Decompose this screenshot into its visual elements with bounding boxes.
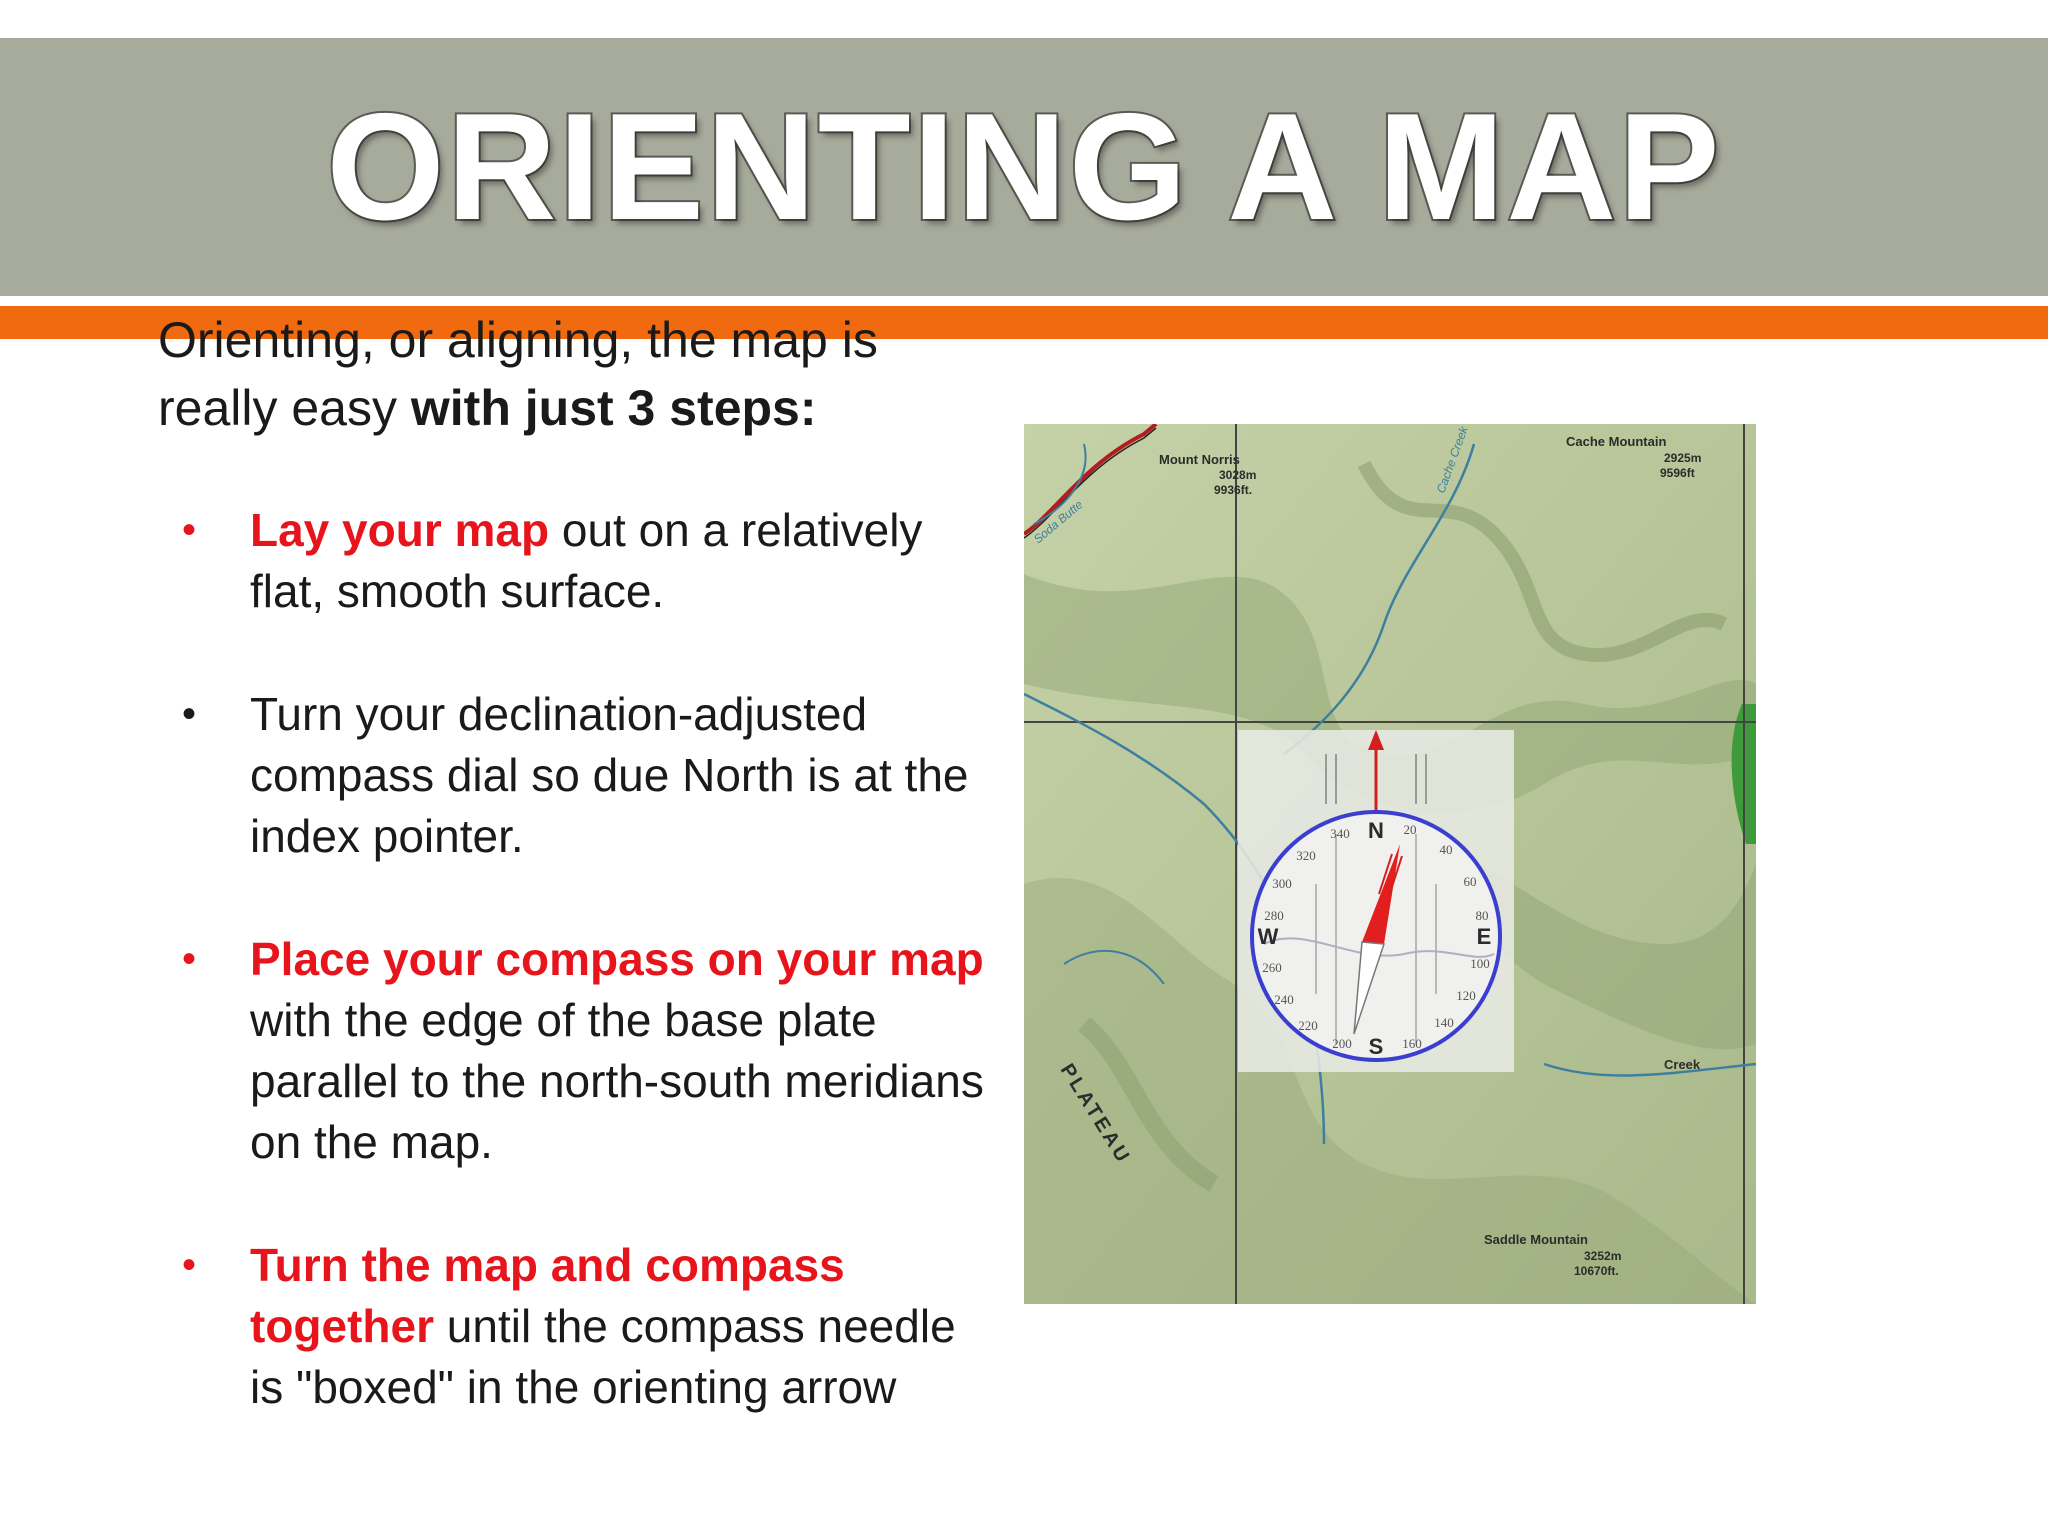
creek-label: Creek [1664, 1057, 1701, 1072]
slide-title: ORIENTING A MAP [326, 81, 1722, 252]
mount-norris-label: Mount Norris [1159, 452, 1240, 467]
deg-label: 300 [1272, 876, 1292, 891]
deg-label: 20 [1403, 822, 1417, 837]
deg-label: 320 [1296, 848, 1316, 863]
deg-label: 260 [1262, 960, 1282, 975]
cache-mountain-elev-ft: 9596ft [1660, 466, 1695, 480]
step-item [158, 500, 998, 622]
step-text: until the compass needle is "boxed" in the orienting arrow [250, 1300, 956, 1413]
saddle-mountain-label: Saddle Mountain [1484, 1232, 1588, 1247]
intro-text: Orienting, or aligning, the map is really easy [158, 312, 878, 436]
step-text: Turn your declination-adjusted compass dial so due North is at the index pointer. [250, 688, 969, 862]
compass-w-label: W [1257, 924, 1279, 949]
plateau-label: PLATEAU [1055, 1059, 1135, 1169]
deg-label: 280 [1264, 908, 1284, 923]
deg-label: 40 [1439, 842, 1453, 857]
compass-n-label: N [1368, 818, 1384, 843]
saddle-mountain-elev-ft: 10670ft. [1574, 1264, 1619, 1278]
step-highlight: Lay your map [250, 504, 550, 556]
deg-label: 120 [1456, 988, 1476, 1003]
map-svg [1024, 424, 1756, 1304]
steps-list [158, 500, 998, 1418]
deg-label: 80 [1475, 908, 1489, 923]
step-text: out on a relatively flat, smooth surface. [250, 504, 923, 617]
saddle-mountain-elev-m: 3252m [1584, 1249, 1622, 1263]
deg-label: 240 [1274, 992, 1294, 1007]
mount-norris-elev-m: 3028m [1219, 468, 1257, 482]
bullet-icon: • [182, 508, 197, 552]
bullet-icon: • [182, 692, 197, 736]
mount-norris-elev-ft: 9936ft. [1214, 483, 1253, 497]
step-text: with the edge of the base plate parallel to the north-south meridians on the map. [250, 994, 984, 1168]
step-item [158, 684, 998, 867]
cache-mountain-elev-m: 2925m [1664, 451, 1702, 465]
cache-mountain-label: Cache Mountain [1566, 434, 1667, 449]
step-highlight: Turn the map and compass together [250, 1239, 845, 1352]
bullet-icon: • [182, 937, 197, 981]
deg-label: 160 [1402, 1036, 1422, 1051]
intro-paragraph [158, 306, 998, 442]
deg-label: 200 [1332, 1036, 1352, 1051]
intro-bold: with just 3 steps: [410, 380, 817, 436]
compass-s-label: S [1368, 1034, 1384, 1059]
slide-content [158, 306, 998, 1480]
accent-divider [0, 296, 2048, 306]
deg-label: 60 [1463, 874, 1477, 889]
step-item [158, 929, 998, 1173]
cache-creek-label: Cache Creek [1433, 424, 1471, 496]
compass [1238, 730, 1514, 1072]
step-item [158, 1235, 998, 1418]
bullet-icon: • [182, 1243, 197, 1287]
deg-label: 340 [1330, 826, 1350, 841]
topographic-map-image [1024, 424, 1756, 1304]
soda-butte-label: Soda Butte [1030, 497, 1086, 547]
step-highlight: Place your compass on your map [250, 933, 984, 985]
deg-label: 100 [1470, 956, 1490, 971]
compass-e-label: E [1476, 924, 1492, 949]
deg-label: 140 [1434, 1015, 1454, 1030]
deg-label: 220 [1298, 1018, 1318, 1033]
